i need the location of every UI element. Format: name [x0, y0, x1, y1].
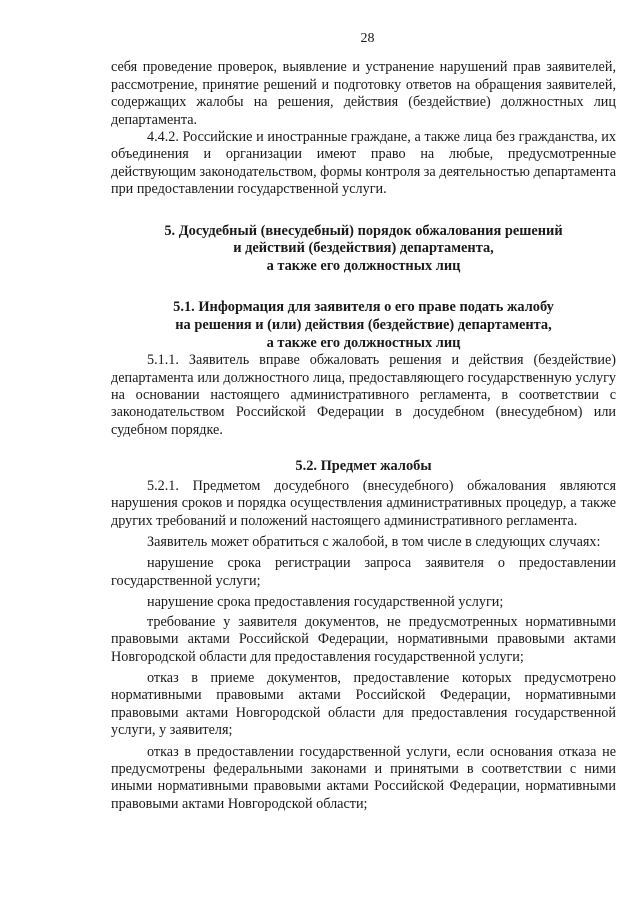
list-item-case: отказ в предоставлении государственной услуги, если основания отказа не предусмотрены федеральными законами и принятыми в соответствии с ними иными нормативными правовыми актами Российской Федерации, нормативными правовыми актами Новгородской области; — [111, 743, 616, 812]
paragraph-continuation: себя проведение проверок, выявление и устранение нарушений прав заявителей, рассмотрение, принятие решений и подготовку ответов на обращения заявителей, содержащих жалобы на решения, действия (бездействие) должностных лиц департамента. — [111, 59, 616, 128]
list-item-case: отказ в приеме документов, предоставление которых предусмотрено нормативными правовыми актами Российской Федерации, нормативными правовыми актами Новгородской области для предоставления государственной услуги, у заявителя; — [111, 669, 616, 739]
list-item-case: нарушение срока регистрации запроса заявителя о предоставлении государственной услуги; — [111, 555, 616, 589]
paragraph-complaint-cases: Заявитель может обратиться с жалобой, в том числе в следующих случаях: — [147, 534, 601, 551]
list-item-case: нарушение срока предоставления государственной услуги; — [147, 594, 504, 611]
page-number: 28 — [360, 31, 375, 46]
paragraph-5-1-1: 5.1.1. Заявитель вправе обжаловать решения и действия (бездействие) департамента или должностного лица, предоставляющего государственную услугу на основании настоящего административного регламента, в соответствии с законодательством Российской Федерации в досудебном (внесудебном) или судебном порядке. — [111, 352, 616, 438]
section-5-heading-line: 5. Досудебный (внесудебный) порядок обжалования решений — [164, 222, 563, 239]
section-5-1-heading-line: 5.1. Информация для заявителя о его праве подать жалобу — [173, 299, 554, 316]
paragraph-4-4-2: 4.4.2. Российские и иностранные граждане, а также лица без гражданства, их объединения и организации имеют право на любые, предусмотренные действующим законодательством, формы контроля за деятельностью департамента при предоставлении государственной услуги. — [111, 129, 617, 198]
section-5-2-heading: 5.2. Предмет жалобы — [295, 458, 432, 475]
section-5-heading — [111, 223, 616, 276]
section-5-heading-line: и действий (бездействия) департамента, — [233, 240, 494, 257]
section-5-heading-line: а также его должностных лиц — [266, 257, 461, 274]
section-5-1-heading — [111, 299, 616, 352]
section-5-1-heading-line: а также его должностных лиц — [266, 334, 461, 351]
list-item-case: требование у заявителя документов, не предусмотренных нормативными правовыми актами Российской Федерации, нормативными правовыми актами Новгородской области для предоставления государственной услуги; — [111, 613, 616, 665]
paragraph-5-2-1: 5.2.1. Предметом досудебного (внесудебного) обжалования являются нарушения сроков и порядка осуществления административных процедур, а также других требований и положений настоящего административного регламента. — [111, 477, 616, 529]
section-5-1-heading-line: на решения и (или) действия (бездействие) департамента, — [175, 317, 552, 334]
